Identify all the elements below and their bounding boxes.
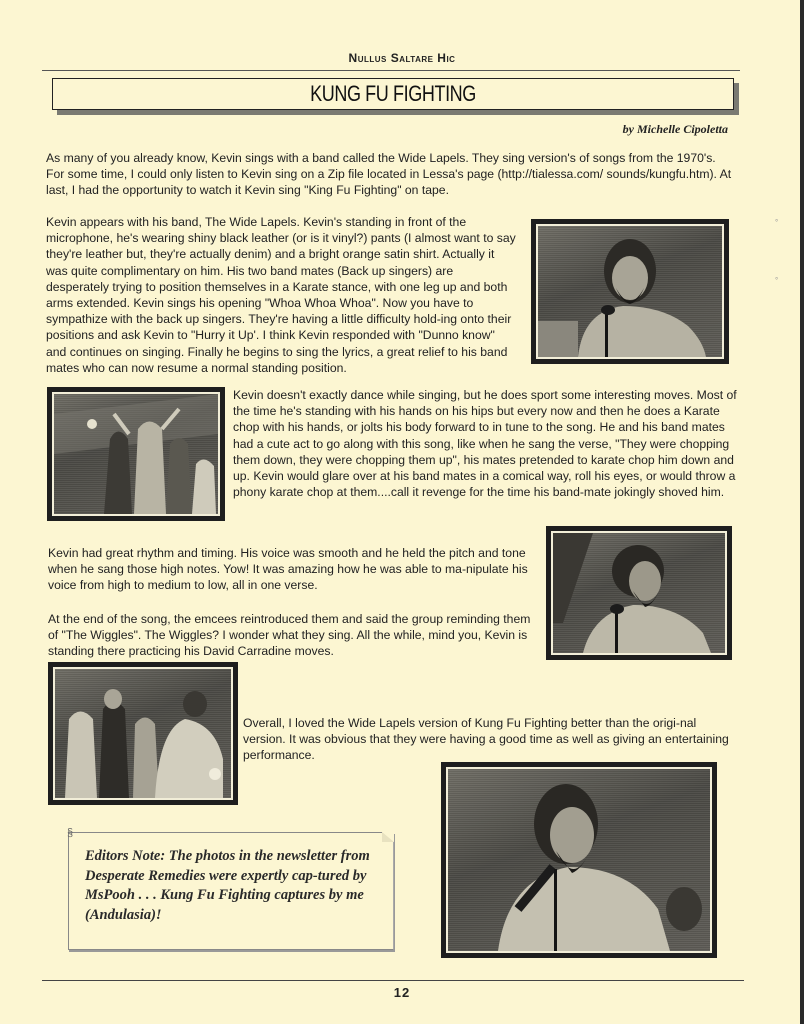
paragraph-overall: Overall, I loved the Wide Lapels version of Kung Fu Fighting better than the origi-nal version. It was obvious that they were having a good time as well as giving an entertaining performance. [243, 716, 729, 763]
paragraph-rhythm: Kevin had great rhythm and timing. His voice was smooth and he held the pitch and tone when he sang those high notes. Yow! It was amazing how he was able to ma-nipulate his voice from high to medium to low, all in one verse. [48, 546, 528, 593]
paragraph-intro: As many of you already know, Kevin sings with a band called the Wide Lapels. They sing version's of songs from the 1970's. For some time, I could only listen to Kevin sing on a Zip file located in Lessa's page (http://tialessa.com/ sounds/kungfu.htm). At last, I had the opportunity to watch it Kevin sing "King Fu Fighting" on tape. [46, 151, 732, 198]
article-title: KUNG FU FIGHTING [310, 81, 476, 106]
photo-figure [553, 533, 725, 653]
photo-kevin-singing-2 [546, 526, 732, 660]
photo-kevin-singing-1 [531, 219, 729, 364]
photo-band-with-emcees [48, 662, 238, 805]
footer-rule [42, 980, 744, 981]
paragraph-band: Kevin appears with his band, The Wide Lapels. Kevin's standing in front of the microphone, he's wearing shiny black leather (or is it vinyl?) pants (I almost want to say they're leather but, they're actually denim) and a bright orange satin shirt. Actually it was quite complimentary on him. His two band mates (Back up singers) are desperately trying to position themselves in a Karate stance, with one leg up and both arms extended. Kevin sings his opening "Whoa Whoa Whoa". Now you have to sympathize with the back up singers. They're having a little difficulty hold-ing onto their positions and ask Kevin to "Hurry it Up'. I think Kevin responded with "Dunno know" and continues on singing. Finally he begins to sing the lyrics, a great relief to his band mates who can now resume a normal standing position. [46, 215, 516, 375]
article-title-box [52, 78, 734, 110]
paragraph-moves: Kevin doesn't exactly dance while singing, but he does sport some interesting moves. Most of the time he's standing with his hands on his hips but every now and then he does a Karate chop with his hands, or jolts his body forward to in tune to the song. He and his band mates had a cute act to go along with this song, like when he sang the verse, "They were chopping them down, they were chopping them up", his mates pretended to karate chop him down and up. Kevin would glare over at his band mates in a comical way, roll his eyes, or would throw a phony karate chop at them....call it revenge for the time his band-mate jokingly shoved him. [233, 388, 737, 500]
scan-speck: ° [775, 218, 779, 227]
paragraph-emcees: At the end of the song, the emcees reintroduced them and said the group reminding them of "The Wiggles". The Wiggles? I wonder what they sing. All the while, mind you, Kevin is standing there practicing his David Carradine moves. [48, 612, 531, 659]
photo-band-on-stage [47, 387, 225, 521]
page-number: 12 [393, 985, 411, 1000]
scan-edge [800, 0, 804, 1024]
header-rule [42, 70, 740, 71]
photo-figure [538, 226, 722, 357]
photo-figure [55, 669, 231, 798]
editors-note [67, 827, 394, 950]
photo-figure [54, 394, 218, 514]
page-curl-icon [382, 832, 394, 842]
photo-kevin-singing-3 [441, 762, 717, 958]
paperclip-icon: § [67, 827, 74, 839]
newsletter-title: Nullus Saltare Hic [348, 51, 456, 65]
photo-figure [448, 769, 710, 951]
article-byline: by Michelle Cipoletta [622, 122, 728, 136]
scan-speck: ° [775, 276, 779, 285]
editors-note-text: Editors Note: The photos in the newsletter from Desperate Remedies were expertly cap-tured by MsPooh . . . Kung Fu Fighting captures by me (Andulasia)! [85, 848, 370, 923]
